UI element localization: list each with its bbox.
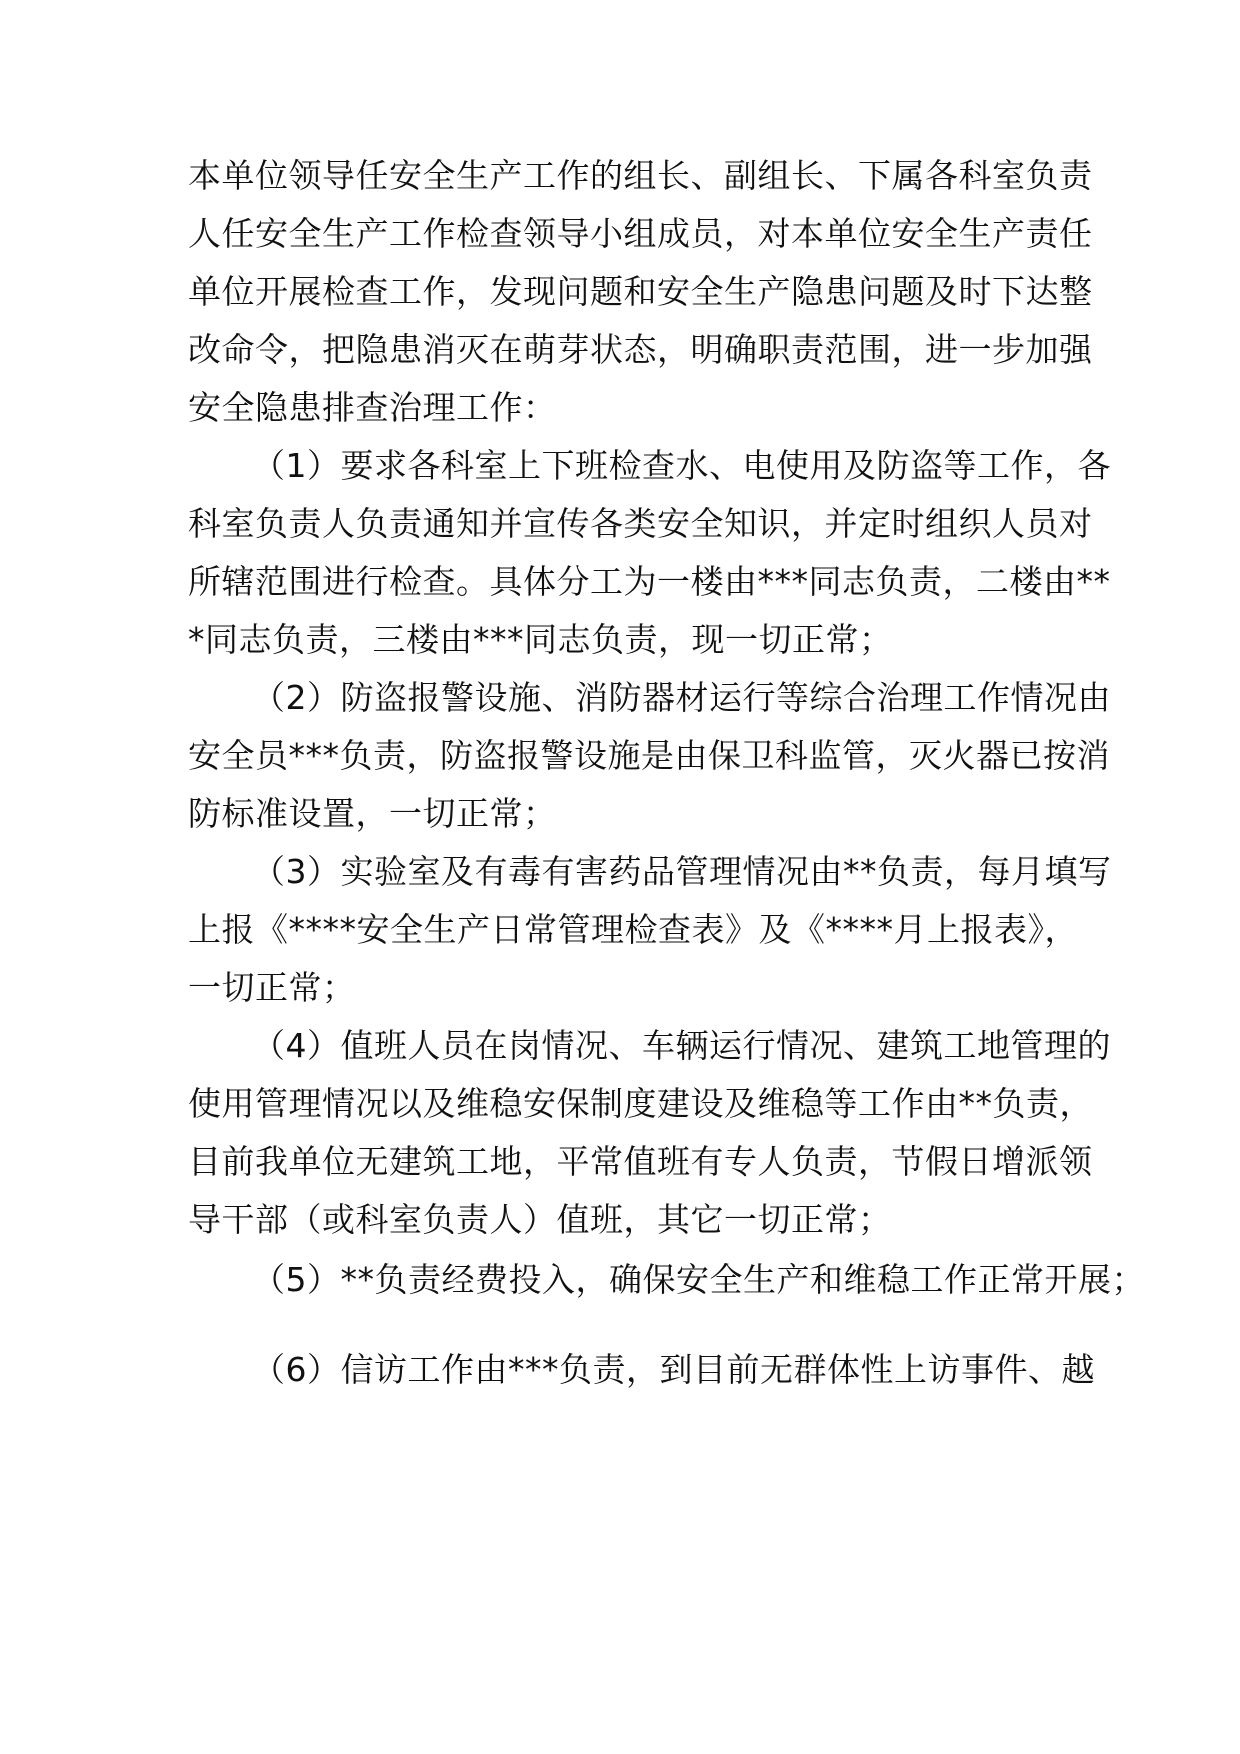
list-item-4-line: 目前我单位无建筑工地，平常值班有专人负责，节假日增派领 xyxy=(188,1142,1093,1181)
paragraph-line: 改命令，把隐患消灭在萌芽状态，明确职责范围，进一步加强 xyxy=(188,330,1093,369)
list-item-2-line: 安全员***负责，防盗报警设施是由保卫科监管，灭火器已按消 xyxy=(188,736,1110,775)
list-item-4-line: 使用管理情况以及维稳安保制度建设及维稳等工作由**负责， xyxy=(188,1084,1093,1123)
list-item-3-line: 一切正常； xyxy=(188,968,356,1007)
list-item-3-line: （3）实验室及有毒有害药品管理情况由**负责，每月填写 xyxy=(252,852,1112,891)
list-item-2-line: 防标准设置，一切正常； xyxy=(188,794,557,833)
paragraph-line: 单位开展检查工作，发现问题和安全生产隐患问题及时下达整 xyxy=(188,272,1093,311)
list-item-5-line: （5）**负责经费投入，确保安全生产和维稳工作正常开展； xyxy=(252,1260,1145,1299)
paragraph-line: 安全隐患排查治理工作： xyxy=(188,388,557,427)
list-item-2-line: （2）防盗报警设施、消防器材运行等综合治理工作情况由 xyxy=(252,678,1111,717)
list-item-1-line: *同志负责，三楼由***同志负责，现一切正常； xyxy=(188,620,893,659)
list-item-1-line: （1）要求各科室上下班检查水、电使用及防盗等工作，各 xyxy=(252,446,1111,485)
list-item-1-line: 科室负责人负责通知并宣传各类安全知识，并定时组织人员对 xyxy=(188,504,1093,543)
list-item-4-line: 导干部（或科室负责人）值班，其它一切正常； xyxy=(188,1200,892,1239)
list-item-6-line: （6）信访工作由***负责，到目前无群体性上访事件、越 xyxy=(252,1350,1095,1389)
paragraph-line: 本单位领导任安全生产工作的组长、副组长、下属各科室负责 xyxy=(188,156,1093,195)
paragraph-line: 人任安全生产工作检查领导小组成员，对本单位安全生产责任 xyxy=(188,214,1093,253)
list-item-1-line: 所辖范围进行检查。具体分工为一楼由***同志负责，二楼由** xyxy=(188,562,1111,601)
list-item-3-line: 上报《****安全生产日常管理检查表》及《****月上报表》， xyxy=(188,910,1078,949)
list-item-4-line: （4）值班人员在岗情况、车辆运行情况、建筑工地管理的 xyxy=(252,1026,1111,1065)
